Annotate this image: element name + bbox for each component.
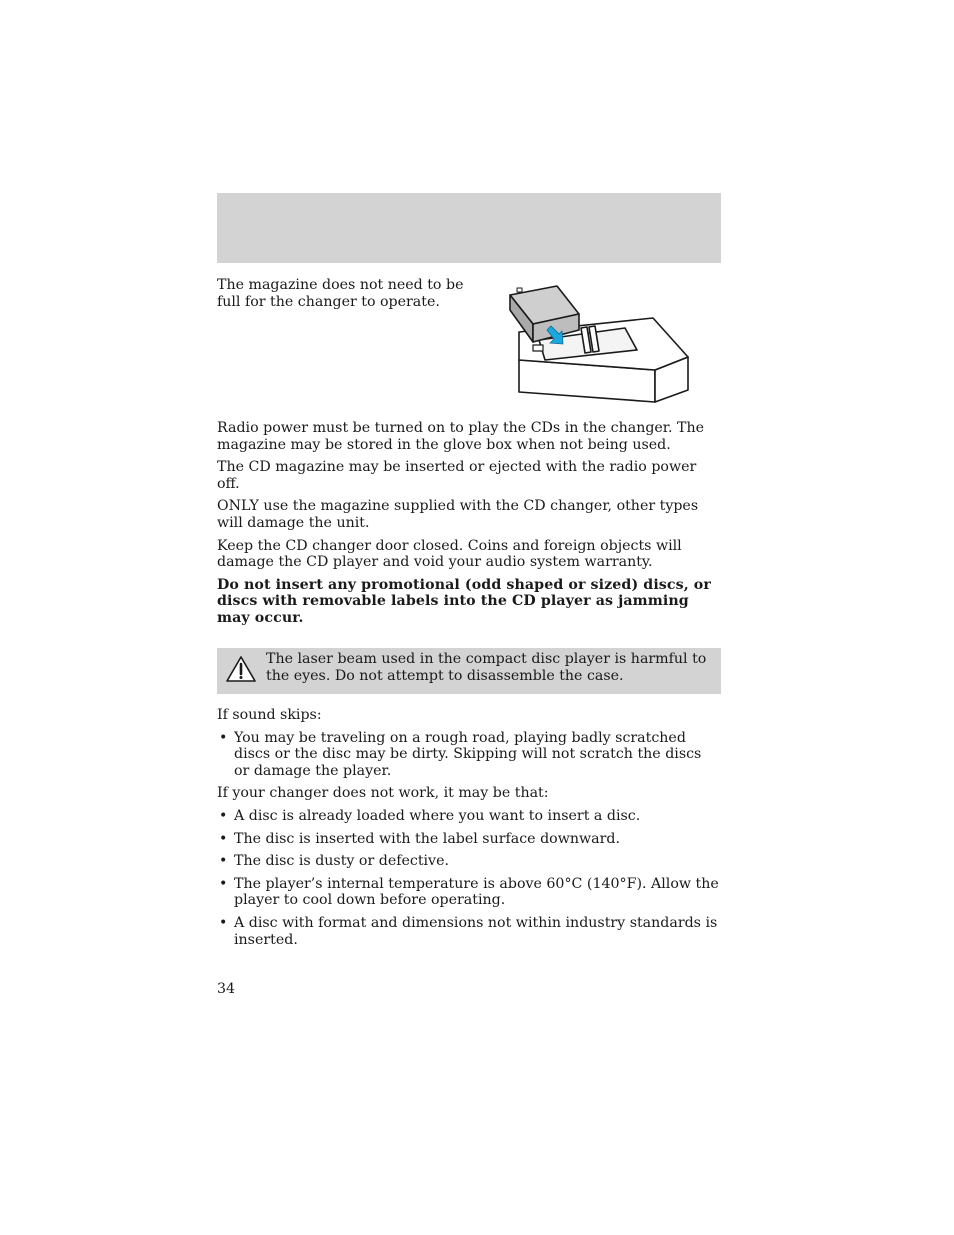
paragraph-keep-door-closed: Keep the CD changer door closed. Coins and foreign objects will damage the CD player and void your audio system warranty.	[217, 537, 682, 571]
section-header-band	[217, 193, 721, 263]
paragraph-only-use-magazine: ONLY use the magazine supplied with the CD changer, other types will damage the unit.	[217, 498, 699, 531]
list-item: • You may be traveling on a rough road, playing badly scratched discs or the disc may be dirty. Skipping will not scratch the discs or damage the player.	[219, 729, 702, 779]
list-item: • The disc is dusty or defective.	[219, 853, 449, 870]
paragraph-radio-power: Radio power must be turned on to play the CDs in the changer. The magazine may be stored in the glove box when not being used.	[217, 420, 705, 453]
changer-not-work-heading: If your changer does not work, it may be that:	[217, 785, 549, 802]
bullet: •	[219, 807, 228, 824]
intro-text: The magazine does not need to be full for the changer to operate.	[217, 277, 464, 310]
bullet: •	[219, 853, 228, 870]
bullet: •	[219, 729, 228, 746]
paragraph-eject-power-off: The CD magazine may be inserted or ejected with the radio power off.	[217, 459, 697, 492]
changer-not-work-list	[217, 808, 721, 948]
list-item: • A disc is already loaded where you want to insert a disc.	[219, 807, 641, 824]
warning-triangle-icon	[225, 655, 257, 683]
instructions-body	[217, 420, 721, 633]
list-item: • The disc is inserted with the label surface downward.	[219, 830, 620, 847]
cd-changer-illustration	[505, 280, 695, 408]
bullet: •	[219, 830, 228, 847]
bold-disc-warning: Do not insert any promotional (odd shaped or sized) discs, or discs with removable labels into the CD player as jamming may occur.	[217, 576, 711, 626]
sound-skips-list	[217, 730, 721, 780]
list-item: • A disc with format and dimensions not within industry standards is inserted.	[219, 914, 718, 948]
bullet: •	[219, 914, 228, 931]
list-item: • The player’s internal temperature is above 60°C (140°F). Allow the player to cool down before operating.	[219, 875, 719, 909]
laser-caution-box	[217, 648, 721, 694]
bullet: •	[219, 875, 228, 892]
page-number: 34	[217, 981, 236, 997]
sound-skips-heading: If sound skips:	[217, 707, 322, 723]
caution-text: The laser beam used in the compact disc player is harmful to the eyes. Do not attempt to disassemble the case.	[266, 651, 707, 684]
troubleshooting-section	[217, 707, 721, 954]
